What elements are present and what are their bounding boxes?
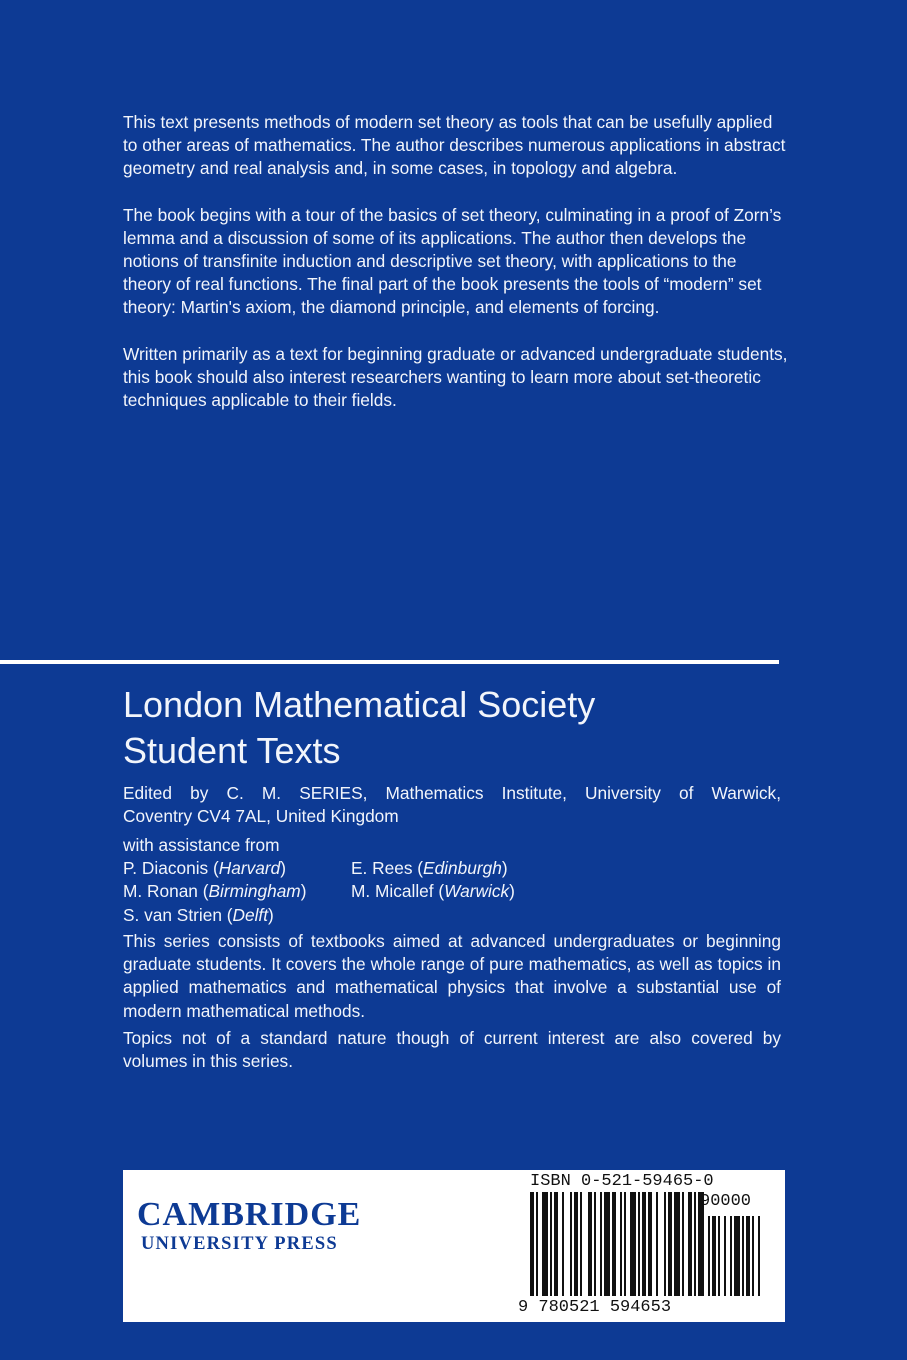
assistant-entry: P. Diaconis (Harvard): [123, 858, 286, 879]
assistants-list: [123, 834, 783, 927]
series-description-2: Topics not of a standard nature though of current interest are also covered by volumes in this series.: [123, 1027, 781, 1072]
price-code: 90000: [700, 1192, 752, 1211]
barcode-block: [518, 1170, 780, 1322]
editor-line-1: Edited by C. M. SERIES, Mathematics Institute, University of Warwick,: [123, 783, 781, 803]
blurb-paragraph-2: The book begins with a tour of the basics of set theory, culminating in a proof of Zorn’s lemma and a discussion of some of its applications. The author then develops the notions of transfinite induction and descriptive set theory, with applications to the theory of real functions. The final part of the book presents the tools of “modern” set theory: Martin's axiom, the diamond principle, and elements of forcing.: [123, 204, 782, 318]
series-description-1: This series consists of textbooks aimed at advanced undergraduates or beginning graduate students. It covers the whole range of pure mathematics, as well as topics in applied mathematics and mathematical physics that involve a substantial use of modern mathematical methods.: [123, 931, 781, 1021]
assistant-entry: E. Rees (Edinburgh): [351, 858, 508, 879]
assistant-entry: M. Micallef (Warwick): [351, 881, 515, 902]
assistant-entry: M. Ronan (Birmingham): [123, 881, 307, 902]
series-description: [123, 930, 781, 1077]
assistants-intro: with assistance from: [123, 835, 280, 855]
divider-rule: [0, 660, 779, 664]
ean-number: 9 780521 594653: [518, 1298, 672, 1317]
publisher-name: CAMBRIDGE: [137, 1196, 362, 1233]
series-title: [123, 682, 783, 774]
publisher-subname: UNIVERSITY PRESS: [141, 1234, 338, 1254]
blurb-paragraph-1: This text presents methods of modern set theory as tools that can be usefully applied to other areas of mathematics. The author describes numerous applications in abstract geometry and real analysis and, in some cases, in topology and algebra.: [123, 112, 786, 179]
blurb-paragraph-3: Written primarily as a text for beginning graduate or advanced undergraduate students, this book should also interest researchers wanting to learn more about set-theoretic techniques applicable to their fields.: [123, 343, 788, 411]
series-title-line-2: Student Texts: [123, 730, 341, 771]
publisher-panel: [123, 1170, 785, 1322]
series-title-line-1: London Mathematical Society: [123, 684, 596, 725]
editor-line-2: Coventry CV4 7AL, United Kingdom: [123, 806, 399, 827]
editor-credit: [123, 782, 781, 828]
publisher-logo: [137, 1197, 361, 1255]
isbn-label: ISBN 0-521-59465-0: [530, 1172, 714, 1191]
assistant-entry: S. van Strien (Delft): [123, 904, 274, 925]
back-cover-blurb: [123, 111, 789, 435]
